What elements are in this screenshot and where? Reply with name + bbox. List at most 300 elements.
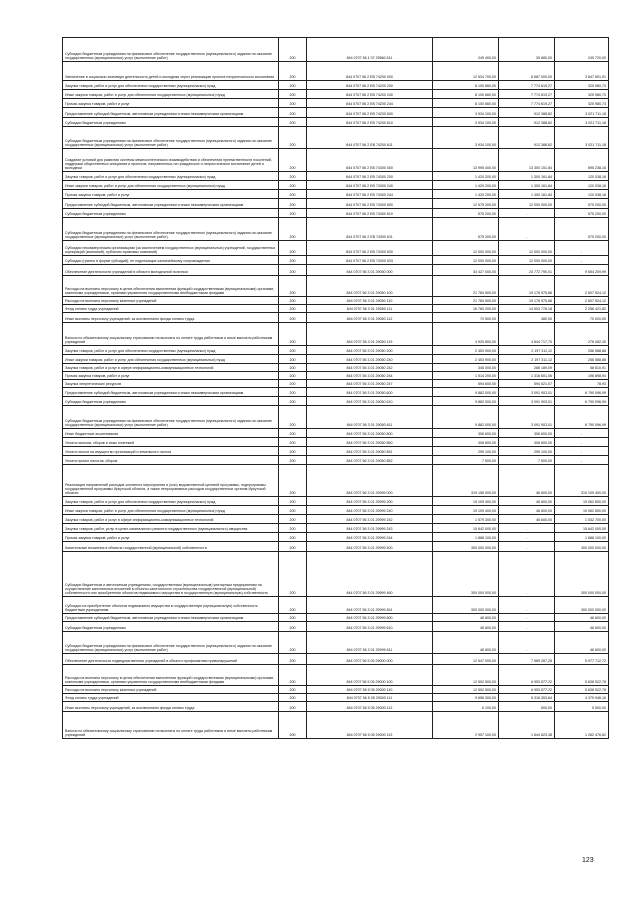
row-unexecuted-amount: 78,93 [555,380,609,388]
row-unexecuted-amount: 19 062 800,00 [555,506,609,515]
row-budget-code: 844 0707 56 3 01 29999 240 [307,506,433,515]
table-row [63,218,609,241]
row-unexecuted-amount: - [555,256,609,265]
row-approved-amount: 16 760 200,00 [433,305,499,313]
row-executed-amount: 12 000 000,00 [499,256,555,265]
row-budget-code: 844 0707 56 2 EВ 74300 611 [307,218,433,241]
row-name: Предоставление субсидий бюджетным, автономным учреждениям и иным некоммерческим организациям [63,108,279,118]
row-executed-amount: 7 774 619,27 [499,99,555,108]
row-budget-code: 844 0707 56 5 05 29000 119 [307,712,433,739]
row-name: Создание условий для развития системы межпоселенческого взаимодействия и обеспечения преемственности поколений, поддержки общественных инициатив и проектов, направленных на гражданское и патриотическое воспитание детей и молодежи [63,149,279,172]
table-row [63,712,609,739]
row-name: Иные закупки товаров, работ и услуг для обеспечения государственных (муниципальных) нужд [63,355,279,364]
row-line-code: 200 [279,355,307,364]
row-approved-amount: 13 995 400,00 [433,149,499,172]
row-line-code: 200 [279,465,307,497]
row-line-code: 200 [279,447,307,456]
row-unexecuted-amount: 120 038,16 [555,190,609,199]
row-approved-amount: 575 200,00 [433,218,499,241]
row-executed-amount: 39 680,00 [499,38,555,62]
row-budget-code: 844 0707 56 5 05 29000 110 [307,686,433,694]
row-unexecuted-amount: 6 790 096,99 [555,397,609,406]
row-executed-amount: 2 197 311,12 [499,346,555,355]
row-name: Закупка товаров, работ и услуг в сфере информационно-коммуникационных технологий [63,515,279,524]
row-unexecuted-amount: 575 200,00 [555,218,609,241]
row-approved-amount: 1 888 100,00 [433,533,499,542]
row-executed-amount: 299 100,00 [499,447,555,456]
row-executed-amount: 46 600,00 [499,497,555,506]
row-executed-amount: 5 316 353,84 [499,694,555,702]
row-executed-amount: - [499,632,555,654]
row-name: Иные бюджетные ассигнования [63,429,279,438]
row-budget-code: 844 0707 56 3 01 29050 110 [307,297,433,305]
row-budget-code: 844 0707 56 2 EВ 74300 000 [307,149,433,172]
row-line-code: 200 [279,380,307,388]
row-line-code: 200 [279,665,307,686]
table-row [63,364,609,372]
row-unexecuted-amount: 276 082,30 [555,323,609,346]
row-approved-amount: 8 100 660,00 [433,81,499,90]
row-executed-amount: - [499,524,555,533]
row-executed-amount: 12 000 000,00 [499,199,555,209]
row-line-code: 200 [279,313,307,323]
row-unexecuted-amount: 2 256 421,82 [555,305,609,313]
row-approved-amount: 3 934 100,00 [433,127,499,149]
row-line-code: 200 [279,346,307,355]
row-name: Предоставление субсидий бюджетным, автономным учреждениям и иным некоммерческим организациям [63,614,279,622]
row-executed-amount: 7 500,00 [499,456,555,465]
table-row [63,597,609,614]
row-name: Иные закупки товаров, работ и услуг для обеспечения государственных (муниципальных) нужд [63,90,279,99]
row-line-code: 200 [279,552,307,597]
row-approved-amount: 9 882 000,00 [433,406,499,429]
page-number: 123 [582,857,594,864]
row-budget-code: 844 0707 56 3 01 29999 243 [307,524,433,533]
row-line-code: 200 [279,276,307,297]
row-budget-code: 844 0707 56 3 01 29999 600 [307,614,433,622]
row-budget-code: 844 0707 56 3 01 29050 200 [307,346,433,355]
table-row [63,199,609,209]
row-name: Субсидии некоммерческим организациям (за исключением государственных (муниципальных) учреждений, государственных корпораций (компаний), публично-правовых компаний) [63,241,279,256]
row-name: Прочая закупка товаров, работ и услуг [63,99,279,108]
row-executed-amount: 306 600,00 [499,438,555,447]
row-line-code: 200 [279,218,307,241]
row-approved-amount: 21 784 500,00 [433,297,499,305]
row-name: Субсидии бюджетным учреждениям [63,209,279,218]
row-budget-code: 844 0707 56 3 01 29050 111 [307,305,433,313]
row-line-code: 200 [279,149,307,172]
row-approved-amount: 594 600,00 [433,380,499,388]
row-name: Уплата налогов, сборов и иных платежей [63,438,279,447]
row-approved-amount: 300 000 000,00 [433,542,499,552]
row-executed-amount: 286 189,09 [499,364,555,372]
row-name: Субсидии бюджетным учреждениям на финансовое обеспечение государственного (муниципального) задания на оказание государственных (муниципальных) услуг (выполнение работ) [63,127,279,149]
row-executed-amount: 7 774 619,27 [499,81,555,90]
table-row [63,686,609,694]
row-budget-code: 844 0707 56 2 EВ 74300 600 [307,199,433,209]
row-approved-amount: 6 100,00 [433,702,499,712]
row-name: Иные закупки товаров, работ и услуг для обеспечения государственных (муниципальных) нужд [63,506,279,515]
row-unexecuted-amount: 1 888 100,00 [555,533,609,542]
row-approved-amount: 9 696 300,00 [433,694,499,702]
row-budget-code: 844 0707 56 3 01 29999 461 [307,597,433,614]
row-line-code: 200 [279,694,307,702]
row-line-code: 200 [279,209,307,218]
row-name: Взносы по обязательному социальному страхованию на выплаты по оплате труда работников и иные выплаты работникам учреждений [63,323,279,346]
table-row [63,313,609,323]
row-budget-code: 844 0707 56 3 01 29050 850 [307,438,433,447]
row-executed-amount: - [499,614,555,622]
row-line-code: 200 [279,241,307,256]
row-executed-amount: 594 521,07 [499,380,555,388]
table-row [63,632,609,654]
table-row [63,90,609,99]
row-unexecuted-amount: - [555,438,609,447]
row-executed-amount: 14 503 778,18 [499,305,555,313]
table-row [63,305,609,313]
row-name: Капитальные вложения в объекты государственной (муниципальной) собственности [63,542,279,552]
row-unexecuted-amount: 575 200,00 [555,209,609,218]
row-name: Субсидии бюджетным учреждениям на финансовое обеспечение государственного (муниципального) задания на оказание государственных (муниципальных) услуг (выполнение работ) [63,406,279,429]
row-unexecuted-amount: - [555,456,609,465]
row-approved-amount: 12 592 500,00 [433,686,499,694]
row-line-code: 200 [279,388,307,397]
row-approved-amount: 46 600,00 [433,622,499,632]
row-executed-amount: 19 176 975,88 [499,297,555,305]
table-row [63,209,609,218]
row-budget-code: 844 0707 56 3 01 29050 600 [307,388,433,397]
row-executed-amount: 6 953 577,22 [499,665,555,686]
row-approved-amount: 19 109 400,00 [433,497,499,506]
row-executed-amount: - [499,622,555,632]
row-name: Взносы по обязательному социальному страхованию на выплаты по оплате труда работников и иные выплаты работникам учреждений [63,712,279,739]
row-name: Прочая закупка товаров, работ и услуг [63,372,279,380]
row-budget-code: 844 0707 56 3 01 29050 119 [307,323,433,346]
row-name: Закупка товаров, работ, услуг в целях капитального ремонта государственного (муниципального) имущества [63,524,279,533]
row-approved-amount: 12 534 700,00 [433,62,499,81]
row-executed-amount: 912 388,82 [499,118,555,127]
row-name: Увеличение в социально значимую деятельность детей и молодежи через реализацию проекта патриотического воспитания [63,62,279,81]
row-budget-code: 844 0707 56 3 01 29999 200 [307,497,433,506]
row-budget-code: 844 0707 56 3 01 29999 000 [307,465,433,497]
row-approved-amount: 12 575 200,00 [433,199,499,209]
row-unexecuted-amount: 256 588,88 [555,355,609,364]
row-executed-amount: - [499,552,555,597]
row-line-code: 200 [279,364,307,372]
row-budget-code: 844 0707 56 2 EВ 74300 240 [307,181,433,190]
row-budget-code: 844 0707 56 3 01 29050 240 [307,355,433,364]
row-approved-amount: 12 547 000,00 [433,654,499,665]
table-row [63,172,609,181]
row-approved-amount: 70 500,00 [433,313,499,323]
row-line-code: 200 [279,108,307,118]
row-budget-code: 844 0707 56 3 01 29999 611 [307,632,433,654]
row-budget-code: 844 0707 56 3 01 29999 400 [307,542,433,552]
table-row [63,506,609,515]
row-budget-code: 844 0707 56 2 EВ 74300 200 [307,172,433,181]
row-budget-code: 844 0707 56 3 01 29999 242 [307,515,433,524]
row-line-code: 200 [279,265,307,276]
table-row [63,465,609,497]
row-line-code: 200 [279,38,307,62]
row-budget-code: 844 0707 56 3 01 29050 244 [307,372,433,380]
table-row [63,118,609,127]
row-name: Закупка товаров, работ и услуг для обеспечения государственных (муниципальных) нужд [63,346,279,355]
row-budget-code: 844 0707 56 5 05 29000 112 [307,702,433,712]
row-line-code: 200 [279,372,307,380]
row-unexecuted-amount: 3 021 711,18 [555,108,609,118]
row-budget-code: 844 0707 56 3 01 29050 800 [307,429,433,438]
row-line-code: 200 [279,429,307,438]
row-line-code: 200 [279,99,307,108]
row-executed-amount: 1 644 623,38 [499,712,555,739]
row-executed-amount: 46 600,00 [499,465,555,497]
row-unexecuted-amount: 256 588,88 [555,346,609,355]
table-row [63,190,609,199]
row-budget-code: 844 0707 56 3 01 29050 611 [307,406,433,429]
table-row [63,346,609,355]
row-name: Обеспечение деятельности учреждений в области молодежной политики [63,265,279,276]
row-budget-code: 844 0707 56 2 EВ 74200 244 [307,99,433,108]
row-approved-amount: 1 420 200,00 [433,172,499,181]
row-executed-amount: 46 600,00 [499,506,555,515]
row-budget-code: 844 0707 56 2 EВ 74200 000 [307,62,433,81]
row-name: Иные выплаты персоналу учреждений, за исключением фонда оплаты труда [63,313,279,323]
row-name: Иные выплаты персоналу учреждений, за исключением фонда оплаты труда [63,702,279,712]
row-line-code: 200 [279,533,307,542]
row-name: Прочая закупка товаров, работ и услуг [63,533,279,542]
row-line-code: 200 [279,181,307,190]
row-unexecuted-amount: 15 642 000,00 [555,524,609,533]
row-executed-amount: 7 569 287,28 [499,654,555,665]
row-name: Предоставление субсидий бюджетным, автономным учреждениям и иным некоммерческим организациям [63,199,279,209]
row-name: Фонд оплаты труда учреждений [63,305,279,313]
row-approved-amount: 8 100 660,00 [433,90,499,99]
row-name: Субсидии бюджетным учреждениям [63,118,279,127]
row-budget-code: 844 0707 56 2 EВ 74200 600 [307,108,433,118]
row-line-code: 200 [279,614,307,622]
row-name: Прочая закупка товаров, работ и услуг [63,190,279,199]
row-unexecuted-amount: 120 038,16 [555,172,609,181]
row-name: Иные закупки товаров, работ и услуг для обеспечения государственных (муниципальных) нужд [63,181,279,190]
row-executed-amount: 306 600,00 [499,429,555,438]
row-executed-amount: - [499,597,555,614]
row-approved-amount: 1 514 200,00 [433,372,499,380]
row-executed-amount: 24 772 790,01 [499,265,555,276]
row-unexecuted-amount: 5 500,00 [555,702,609,712]
row-approved-amount: 4 920 800,00 [433,323,499,346]
row-line-code: 200 [279,297,307,305]
table-row [63,265,609,276]
row-unexecuted-amount: 319 109 400,00 [555,465,609,497]
table-row [63,99,609,108]
row-name: Закупка энергетических ресурсов [63,380,279,388]
table-row [63,388,609,397]
row-executed-amount: 13 300 151,84 [499,149,555,172]
row-line-code: 200 [279,438,307,447]
row-unexecuted-amount: 325 980,73 [555,90,609,99]
row-unexecuted-amount: 3 021 711,18 [555,118,609,127]
row-executed-amount: - [499,542,555,552]
row-unexecuted-amount: 120 038,16 [555,181,609,190]
row-executed-amount: 912 388,82 [499,108,555,118]
row-approved-amount: 12 000 000,00 [433,256,499,265]
table-row [63,397,609,406]
row-executed-amount: 6 953 577,22 [499,686,555,694]
row-unexecuted-amount: 1 532 700,00 [555,515,609,524]
row-approved-amount: 12 000 000,00 [433,241,499,256]
row-approved-amount: 46 600,00 [433,614,499,622]
table-row [63,323,609,346]
table-row [63,665,609,686]
row-executed-amount: 1 300 161,84 [499,172,555,181]
row-unexecuted-amount: 46 600,00 [555,614,609,622]
row-name: Субсидии бюджетным учреждениям на финансовое обеспечение государственного (муниципального) задания на оказание государственных (муниципальных) услуг (выполнение работ) [63,632,279,654]
row-budget-code: 844 0707 56 3 01 29050 852 [307,456,433,465]
row-budget-code: 844 0707 56 2 EВ 74300 610 [307,209,433,218]
row-approved-amount: 319 156 000,00 [433,465,499,497]
row-line-code: 200 [279,118,307,127]
row-name: Реализация направлений расходов основного мероприятия и (или) ведомственной целевой программы, подпрограммы государственной программы Иркутской области, а также непрограммных расходов государственных органов Иркутской области [63,465,279,497]
row-unexecuted-amount: 5 638 922,78 [555,665,609,686]
table-row [63,372,609,380]
row-unexecuted-amount: 1 262 476,62 [555,712,609,739]
row-executed-amount: 3 091 903,01 [499,388,555,397]
row-unexecuted-amount: 249 720,00 [555,38,609,62]
row-line-code: 200 [279,406,307,429]
row-approved-amount: 12 592 500,00 [433,665,499,686]
row-unexecuted-amount: - [555,447,609,456]
table-row [63,524,609,533]
row-unexecuted-amount: 19 062 800,00 [555,497,609,506]
row-approved-amount: 8 100 660,00 [433,99,499,108]
row-approved-amount: 2 453 900,00 [433,346,499,355]
row-unexecuted-amount: 325 980,73 [555,81,609,90]
row-executed-amount: 4 644 717,70 [499,323,555,346]
table-row [63,256,609,265]
table-row [63,380,609,388]
row-executed-amount: 912 388,82 [499,127,555,149]
row-budget-code: 844 0707 56 3 01 29999 244 [307,533,433,542]
row-approved-amount: 299 100,00 [433,447,499,456]
row-approved-amount: 19 109 400,00 [433,506,499,515]
row-name: Расходы на выплаты персоналу казенных учреждений [63,686,279,694]
table-row [63,694,609,702]
row-approved-amount: 249 400,00 [433,38,499,62]
row-approved-amount: 306 600,00 [433,429,499,438]
row-approved-amount: 2 907 100,00 [433,712,499,739]
row-unexecuted-amount: 695 238,16 [555,149,609,172]
row-approved-amount: 21 784 500,00 [433,276,499,297]
row-unexecuted-amount: 46 600,00 [555,622,609,632]
row-line-code: 200 [279,127,307,149]
row-name: Уплата налога на имущество организаций и земельного налога [63,447,279,456]
table-row [63,355,609,364]
row-name: Субсидии бюджетным учреждениям [63,397,279,406]
row-name: Субсидии бюджетным учреждениям на финансовое обеспечение государственного (муниципального) задания на оказание государственных (муниципальных) услуг (выполнение работ) [63,38,279,62]
row-unexecuted-amount: 6 790 096,99 [555,406,609,429]
table-row [63,241,609,256]
row-budget-code: 844 0707 56 2 EВ 74300 244 [307,190,433,199]
row-budget-code: 844 0707 56 3 01 29050 100 [307,276,433,297]
row-name: Расходы на выплаты персоналу в целях обеспечения выполнения функций государственными (муниципальными) органами, казенными учреждениями, органами управления государственными внебюджетными фондами [63,665,279,686]
row-budget-code: 844 0707 56 3 01 29050 610 [307,397,433,406]
row-executed-amount: 8 687 000,00 [499,62,555,81]
table-row [63,447,609,456]
table-row [63,181,609,190]
row-line-code: 200 [279,515,307,524]
row-name: Уплата прочих налогов, сборов [63,456,279,465]
row-unexecuted-amount: 196 898,94 [555,372,609,380]
table-row [63,62,609,81]
table-row [63,702,609,712]
row-approved-amount: 300 000 000,00 [433,552,499,597]
row-budget-code: 844 0707 56 2 EВ 74200 240 [307,90,433,99]
table-row [63,429,609,438]
row-budget-code: 844 0707 56 3 01 29999 610 [307,622,433,632]
row-name: Расходы на выплаты персоналу в целях обеспечения выполнения функций государственными (муниципальными) органами, казенными учреждениями, органами управления государственными внебюджетными фондами [63,276,279,297]
row-unexecuted-amount: 300 000 000,00 [555,542,609,552]
row-approved-amount: 306 600,00 [433,438,499,447]
row-executed-amount: 19 176 975,88 [499,276,555,297]
row-approved-amount: 1 420 200,00 [433,190,499,199]
row-executed-amount: 480,00 [499,313,555,323]
row-line-code: 200 [279,199,307,209]
row-unexecuted-amount: 325 980,73 [555,99,609,108]
row-name: Закупка товаров, работ и услуг для обеспечения государственных (муниципальных) нужд [63,81,279,90]
row-approved-amount: 9 882 000,00 [433,388,499,397]
row-line-code: 200 [279,62,307,81]
row-unexecuted-amount: 58 810,91 [555,364,609,372]
row-approved-amount: 1 420 200,00 [433,181,499,190]
row-line-code: 200 [279,632,307,654]
table-row [63,438,609,447]
table-row [63,497,609,506]
row-budget-code: 844 0707 56 2 EВ 74300 633 [307,256,433,265]
row-name: Субсидии бюджетным и автономным учреждениям, государственным (муниципальным) унитарным предприятиям на осуществление капитальных вложений в объекты капитального строительства государственной (муниципальной) собственности или приобретение объектов недвижимого имущества в государственную (муниципальную) собственность [63,552,279,597]
row-unexecuted-amount: 9 654 209,99 [555,265,609,276]
row-line-code: 200 [279,542,307,552]
table-row [63,456,609,465]
table-row [63,515,609,524]
row-name: Закупка товаров, работ и услуг в сфере информационно-коммуникационных технологий [63,364,279,372]
row-executed-amount: 1 316 601,06 [499,372,555,380]
row-name: Обеспечение деятельности подведомственных учреждений в области профилактики правонарушений [63,654,279,665]
table-body [63,38,609,739]
row-line-code: 200 [279,524,307,533]
row-budget-code: 844 0707 56 5 05 29000 111 [307,694,433,702]
row-line-code: 200 [279,190,307,199]
row-unexecuted-amount: 2 607 524,12 [555,276,609,297]
table-row [63,654,609,665]
row-unexecuted-amount: 3 847 691,91 [555,62,609,81]
row-line-code: 200 [279,81,307,90]
row-executed-amount: 46 600,00 [499,515,555,524]
row-approved-amount: 345 000,00 [433,364,499,372]
row-executed-amount: 2 197 311,12 [499,355,555,364]
row-line-code: 200 [279,712,307,739]
row-name: Субсидии бюджетным учреждениям на финансовое обеспечение государственного (муниципального) задания на оказание государственных (муниципальных) услуг (выполнение работ) [63,218,279,241]
row-budget-code: 844 0707 56 3 01 29050 247 [307,380,433,388]
table-row [63,276,609,297]
row-unexecuted-amount: 5 977 712,72 [555,654,609,665]
row-approved-amount: 7 500,00 [433,456,499,465]
row-unexecuted-amount: - [555,429,609,438]
row-unexecuted-amount: 4 379 946,16 [555,694,609,702]
row-approved-amount: 3 934 100,00 [433,108,499,118]
row-unexecuted-amount: 2 607 524,12 [555,297,609,305]
row-budget-code: 844 0707 56 2 EВ 74200 610 [307,118,433,127]
